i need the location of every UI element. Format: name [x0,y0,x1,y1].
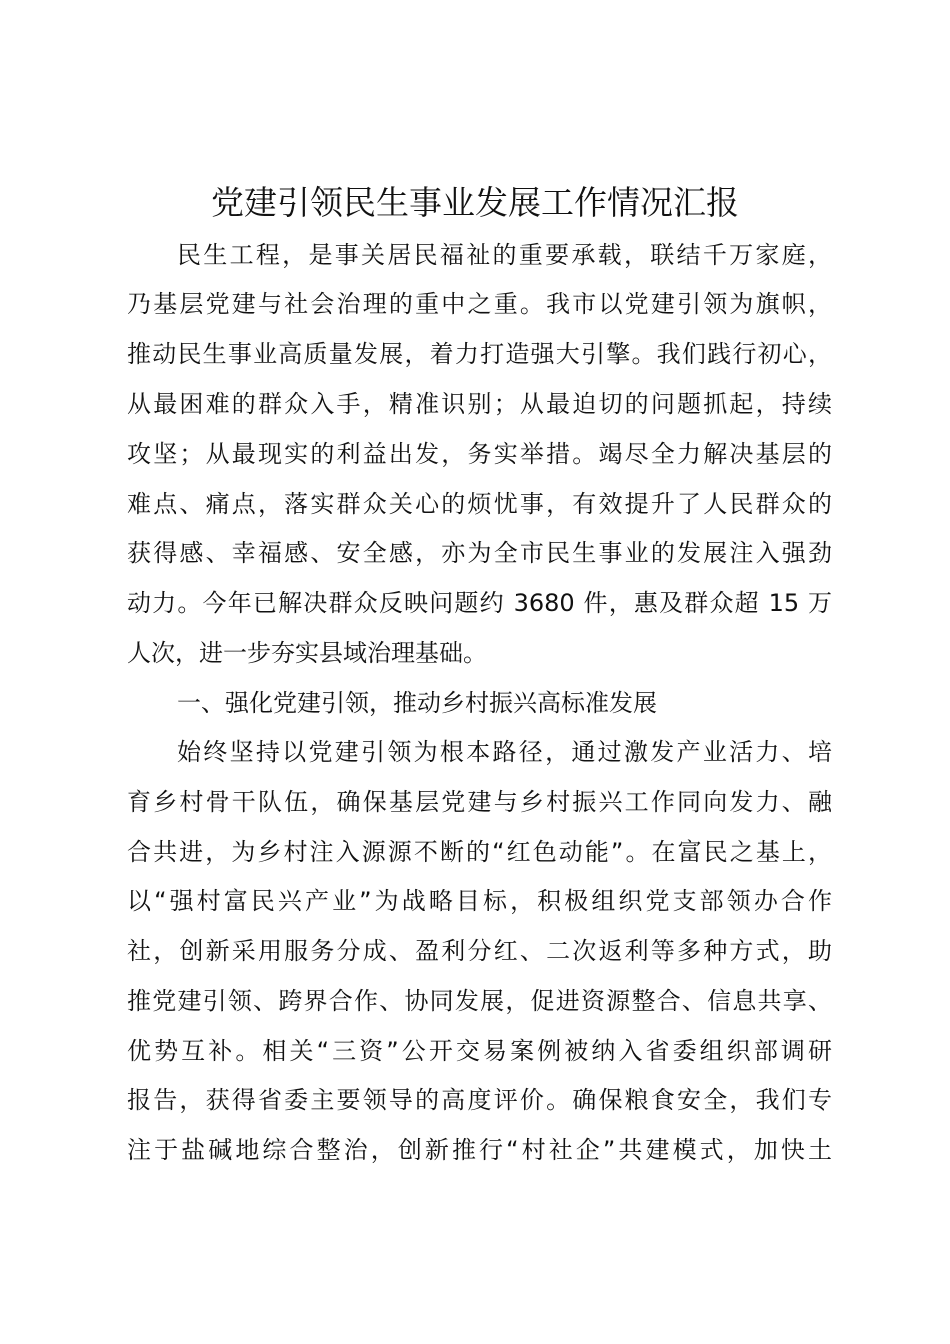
paragraph-line: 动力。今年已解决群众反映问题约 3680 件，惠及群众超 15 万 [127,589,832,617]
paragraph-line: 获得感、幸福感、安全感，亦为全市民生事业的发展注入强劲 [127,539,832,567]
paragraph-line: 从最困难的群众入手，精准识别；从最迫切的问题抓起，持续 [127,390,832,418]
paragraph-line: 推动民生事业高质量发展，着力打造强大引擎。我们践行初心， [127,340,832,368]
paragraph-line: 报告，获得省委主要领导的高度评价。确保粮食安全，我们专 [127,1086,832,1114]
paragraph-line: 合共进，为乡村注入源源不断的“红色动能”。在富民之基上， [127,838,832,866]
document-title: 党建引领民生事业发展工作情况汇报 [211,183,739,222]
paragraph-line: 始终坚持以党建引领为根本路径，通过激发产业活力、培 [177,738,832,766]
paragraph-line: 推党建引领、跨界合作、协同发展，促进资源整合、信息共享、 [127,987,832,1015]
paragraph-line: 攻坚；从最现实的利益出发，务实举措。竭尽全力解决基层的 [127,440,832,468]
paragraph-line: 以“强村富民兴产业”为战略目标，积极组织党支部领办合作 [127,887,832,915]
paragraph-line: 育乡村骨干队伍，确保基层党建与乡村振兴工作同向发力、融 [127,788,832,816]
paragraph-line: 注于盐碱地综合整治，创新推行“村社企”共建模式，加快土 [127,1136,832,1164]
paragraph-line: 优势互补。相关“三资”公开交易案例被纳入省委组织部调研 [127,1037,832,1065]
paragraph-line: 难点、痛点，落实群众关心的烦忧事，有效提升了人民群众的 [127,490,832,518]
paragraph-line: 乃基层党建与社会治理的重中之重。我市以党建引领为旗帜， [127,290,832,318]
paragraph-line: 民生工程，是事关居民福祉的重要承载，联结千万家庭， [177,241,832,269]
paragraph-line: 人次，进一步夯实县域治理基础。 [127,639,487,667]
paragraph-line: 社，创新采用服务分成、盈利分红、二次返利等多种方式，助 [127,937,832,965]
section-heading: 一、强化党建引领，推动乡村振兴高标准发展 [177,689,657,717]
